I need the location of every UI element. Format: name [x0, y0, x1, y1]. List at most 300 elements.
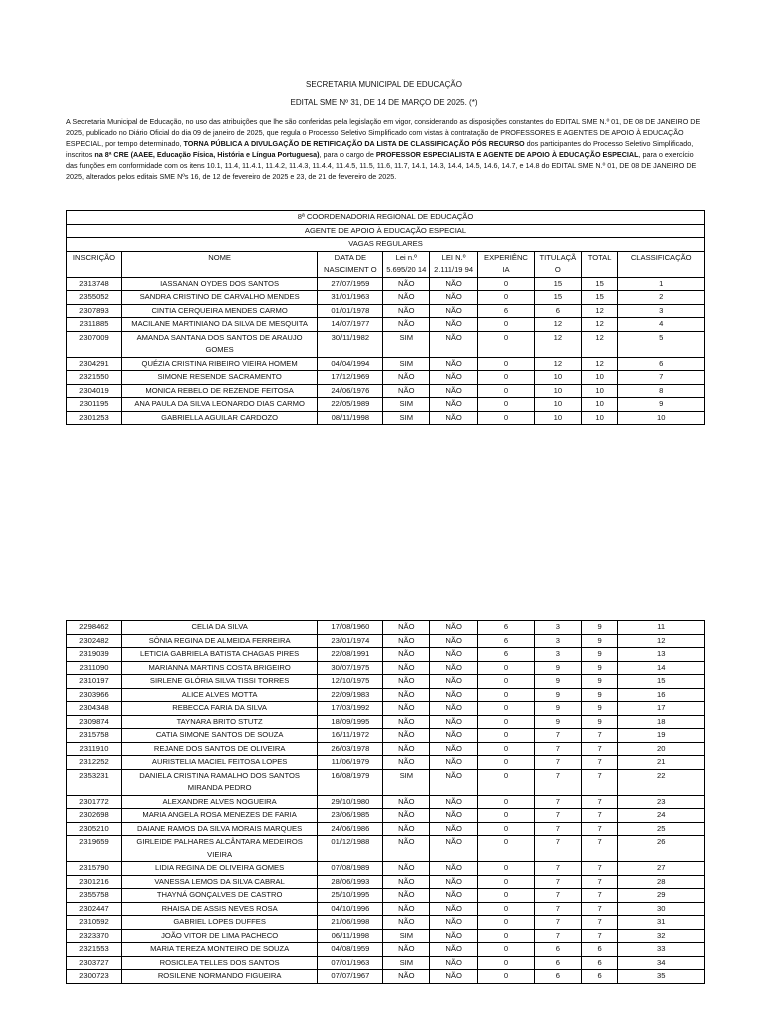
- cell-nome: IASSANAN OYDES DOS SANTOS: [121, 277, 317, 291]
- cell-nome: SIMONE RESENDE SACRAMENTO: [121, 371, 317, 385]
- cell-classificacao: 34: [618, 956, 705, 970]
- cell-lei-2111: NÃO: [430, 756, 478, 770]
- cell-experiencia: 0: [478, 809, 535, 823]
- cell-data-nascimento: 26/03/1978: [318, 742, 383, 756]
- cell-lei-5695: SIM: [383, 769, 430, 795]
- cell-experiencia: 0: [478, 822, 535, 836]
- cell-lei-5695: NÃO: [383, 291, 430, 305]
- cell-experiencia: 0: [478, 875, 535, 889]
- cell-nome: LIDIA REGINA DE OLIVEIRA GOMES: [121, 862, 317, 876]
- cell-titulacao: 7: [535, 902, 582, 916]
- cell-lei-2111: NÃO: [430, 621, 478, 635]
- cell-titulacao: 7: [535, 795, 582, 809]
- cell-titulacao: 12: [534, 331, 581, 357]
- cell-classificacao: 30: [618, 902, 705, 916]
- cell-experiencia: 0: [478, 411, 535, 425]
- cell-lei-2111: NÃO: [430, 742, 478, 756]
- cell-nome: SIRLENE GLÓRIA SILVA TISSI TORRES: [121, 675, 317, 689]
- cell-data-nascimento: 22/05/1989: [318, 398, 383, 412]
- intro-bold-1: TORNA PÚBLICA A DIVULGAÇÃO DE RETIFICAÇÃO DA LISTA DE CLASSIFICAÇÃO PÓS RECURSO: [183, 139, 525, 149]
- intro-paragraph: [66, 116, 706, 183]
- cell-nome: ALICE ALVES MOTTA: [121, 688, 317, 702]
- intro-bold-3: PROFESSOR ESPECIALISTA E AGENTE DE APOIO À EDUCAÇÃO ESPECIAL: [375, 150, 639, 160]
- cell-data-nascimento: 30/07/1975: [318, 661, 383, 675]
- cell-nome: AMANDA SANTANA DOS SANTOS DE ARAUJO GOMES: [121, 331, 317, 357]
- cell-experiencia: 0: [478, 277, 535, 291]
- col-classificacao: CLASSIFICAÇÃO: [618, 251, 705, 277]
- cell-lei-5695: SIM: [383, 929, 430, 943]
- cell-total: 7: [581, 916, 618, 930]
- cell-titulacao: 7: [535, 862, 582, 876]
- cell-titulacao: 15: [534, 291, 581, 305]
- table-row: [67, 970, 705, 984]
- cell-titulacao: 7: [535, 756, 582, 770]
- cell-titulacao: 9: [535, 688, 582, 702]
- cell-titulacao: 7: [535, 889, 582, 903]
- cell-classificacao: 32: [618, 929, 705, 943]
- cell-lei-5695: NÃO: [383, 702, 430, 716]
- cell-total: 9: [581, 715, 618, 729]
- cell-lei-2111: NÃO: [430, 634, 478, 648]
- cell-data-nascimento: 17/03/1992: [318, 702, 383, 716]
- cell-titulacao: 10: [534, 371, 581, 385]
- intro-text-3: , para o cargo de: [319, 150, 376, 160]
- cell-classificacao: 7: [618, 371, 705, 385]
- cell-titulacao: 9: [535, 675, 582, 689]
- cell-classificacao: 25: [618, 822, 705, 836]
- cell-data-nascimento: 28/06/1993: [318, 875, 383, 889]
- cell-inscricao: 2301253: [67, 411, 122, 425]
- cell-data-nascimento: 06/11/1998: [318, 929, 383, 943]
- cell-data-nascimento: 07/07/1967: [318, 970, 383, 984]
- cell-experiencia: 0: [478, 384, 535, 398]
- cell-titulacao: 3: [535, 621, 582, 635]
- cell-data-nascimento: 21/06/1998: [318, 916, 383, 930]
- cell-inscricao: 2307893: [67, 304, 122, 318]
- cell-lei-5695: NÃO: [383, 943, 430, 957]
- cell-total: 9: [581, 702, 618, 716]
- col-inscricao: INSCRIÇÃO: [67, 251, 122, 277]
- cell-titulacao: 7: [535, 916, 582, 930]
- cell-total: 7: [581, 795, 618, 809]
- cell-data-nascimento: 16/08/1979: [318, 769, 383, 795]
- cell-titulacao: 12: [534, 318, 581, 332]
- table-row: [67, 916, 705, 930]
- classification-table-part2: [66, 620, 705, 984]
- cell-total: 15: [581, 277, 618, 291]
- table-row: [67, 956, 705, 970]
- cell-data-nascimento: 01/01/1978: [318, 304, 383, 318]
- cell-titulacao: 7: [535, 822, 582, 836]
- cell-lei-5695: SIM: [383, 331, 430, 357]
- cell-classificacao: 13: [618, 648, 705, 662]
- cell-experiencia: 6: [478, 621, 535, 635]
- cell-inscricao: 2321553: [67, 943, 122, 957]
- cell-nome: ROSICLEA TELLES DOS SANTOS: [121, 956, 317, 970]
- cell-lei-5695: NÃO: [383, 889, 430, 903]
- cell-classificacao: 2: [618, 291, 705, 305]
- table-row: [67, 702, 705, 716]
- table-row: [67, 889, 705, 903]
- cell-inscricao: 2355758: [67, 889, 122, 903]
- cell-nome: VANESSA LEMOS DA SILVA CABRAL: [121, 875, 317, 889]
- cell-classificacao: 21: [618, 756, 705, 770]
- cell-data-nascimento: 12/10/1975: [318, 675, 383, 689]
- cell-total: 7: [581, 889, 618, 903]
- cell-inscricao: 2298462: [67, 621, 122, 635]
- table-row: [67, 729, 705, 743]
- cell-inscricao: 2301216: [67, 875, 122, 889]
- cell-data-nascimento: 27/07/1959: [318, 277, 383, 291]
- cell-classificacao: 22: [618, 769, 705, 795]
- cell-nome: SANDRA CRISTINO DE CARVALHO MENDES: [121, 291, 317, 305]
- cell-inscricao: 2310592: [67, 916, 122, 930]
- cell-inscricao: 2319039: [67, 648, 122, 662]
- cell-nome: GABRIELLA AGUILAR CARDOZO: [121, 411, 317, 425]
- table-row: [67, 661, 705, 675]
- intro-bold-2: na 8ª CRE (AAEE, Educação Física, História e Língua Portuguesa): [94, 150, 320, 160]
- cell-nome: DANIELA CRISTINA RAMALHO DOS SANTOS MIRANDA PEDRO: [121, 769, 317, 795]
- cell-experiencia: 0: [478, 929, 535, 943]
- cell-titulacao: 7: [535, 809, 582, 823]
- cell-classificacao: 29: [618, 889, 705, 903]
- table-title-cre: 8ª COORDENADORIA REGIONAL DE EDUCAÇÃO: [67, 211, 705, 225]
- cell-lei-5695: NÃO: [383, 648, 430, 662]
- cell-classificacao: 15: [618, 675, 705, 689]
- cell-lei-2111: NÃO: [430, 889, 478, 903]
- cell-total: 7: [581, 809, 618, 823]
- cell-lei-2111: NÃO: [430, 371, 478, 385]
- cell-nome: ALEXANDRE ALVES NOGUEIRA: [121, 795, 317, 809]
- col-experiencia: EXPERIÊNC IA: [478, 251, 535, 277]
- cell-total: 9: [581, 661, 618, 675]
- classification-table-part1: [66, 210, 705, 425]
- cell-total: 10: [581, 398, 618, 412]
- cell-lei-2111: NÃO: [430, 277, 478, 291]
- cell-data-nascimento: 22/08/1991: [318, 648, 383, 662]
- cell-total: 7: [581, 875, 618, 889]
- cell-experiencia: 0: [478, 688, 535, 702]
- table-row: [67, 277, 705, 291]
- cell-total: 7: [581, 902, 618, 916]
- cell-inscricao: 2323370: [67, 929, 122, 943]
- table-row: [67, 769, 705, 795]
- cell-lei-5695: NÃO: [383, 862, 430, 876]
- cell-inscricao: 2301195: [67, 398, 122, 412]
- cell-titulacao: 3: [535, 648, 582, 662]
- cell-classificacao: 31: [618, 916, 705, 930]
- cell-lei-5695: NÃO: [383, 795, 430, 809]
- cell-classificacao: 17: [618, 702, 705, 716]
- cell-classificacao: 24: [618, 809, 705, 823]
- cell-lei-5695: NÃO: [383, 304, 430, 318]
- cell-total: 7: [581, 769, 618, 795]
- cell-lei-2111: NÃO: [430, 862, 478, 876]
- cell-experiencia: 0: [478, 769, 535, 795]
- cell-experiencia: 0: [478, 291, 535, 305]
- col-data-nascimento: DATA DE NASCIMENT O: [318, 251, 383, 277]
- cell-lei-2111: NÃO: [430, 648, 478, 662]
- cell-titulacao: 9: [535, 715, 582, 729]
- cell-inscricao: 2302482: [67, 634, 122, 648]
- cell-lei-5695: NÃO: [383, 729, 430, 743]
- cell-titulacao: 7: [535, 729, 582, 743]
- cell-titulacao: 3: [535, 634, 582, 648]
- cell-lei-2111: NÃO: [430, 769, 478, 795]
- cell-inscricao: 2302447: [67, 902, 122, 916]
- cell-total: 12: [581, 304, 618, 318]
- cell-total: 9: [581, 621, 618, 635]
- cell-lei-2111: NÃO: [430, 304, 478, 318]
- cell-lei-2111: NÃO: [430, 398, 478, 412]
- cell-classificacao: 1: [618, 277, 705, 291]
- cell-experiencia: 0: [478, 661, 535, 675]
- col-titulacao: TITULAÇÃ O: [534, 251, 581, 277]
- cell-total: 7: [581, 756, 618, 770]
- cell-data-nascimento: 18/09/1995: [318, 715, 383, 729]
- table-title-vagas: VAGAS REGULARES: [67, 238, 705, 252]
- table-row: [67, 715, 705, 729]
- cell-lei-5695: NÃO: [383, 277, 430, 291]
- cell-data-nascimento: 14/07/1977: [318, 318, 383, 332]
- header-secretaria: SECRETARIA MUNICIPAL DE EDUCAÇÃO: [306, 80, 462, 89]
- cell-lei-5695: NÃO: [383, 715, 430, 729]
- cell-nome: DAIANE RAMOS DA SILVA MORAIS MARQUES: [121, 822, 317, 836]
- table-header-row: [67, 251, 705, 277]
- cell-inscricao: 2355052: [67, 291, 122, 305]
- cell-titulacao: 6: [535, 970, 582, 984]
- cell-inscricao: 2315758: [67, 729, 122, 743]
- cell-nome: REBECCA FARIA DA SILVA: [121, 702, 317, 716]
- cell-nome: GABRIEL LOPES DUFFES: [121, 916, 317, 930]
- intro-text-1: A Secretaria Municipal de Educação, no uso das atribuições que lhe são conferidas pela legislação em vigor, considerando as disposições constantes do EDITAL SME N.º 01, DE 08 DE JANEIRO DE 2025, publicado no Diário Oficial do dia 09 de janeiro de 2025, que regula o Processo Seletivo Simplificado com vistas à contratação de PROFESSORES E AGENTES DE APOIO À EDUCAÇÃO ESPECIAL, por tempo determinado,: [66, 117, 701, 149]
- cell-total: 7: [581, 862, 618, 876]
- cell-nome: LETICIA GABRIELA BATISTA CHAGAS PIRES: [121, 648, 317, 662]
- cell-inscricao: 2311090: [67, 661, 122, 675]
- cell-experiencia: 0: [478, 943, 535, 957]
- cell-titulacao: 7: [535, 836, 582, 862]
- cell-experiencia: 6: [478, 304, 535, 318]
- table-row: [67, 862, 705, 876]
- col-nome: NOME: [121, 251, 317, 277]
- cell-experiencia: 0: [478, 970, 535, 984]
- cell-experiencia: 0: [478, 715, 535, 729]
- cell-total: 12: [581, 318, 618, 332]
- table-row: [67, 621, 705, 635]
- table-row: [67, 331, 705, 357]
- cell-data-nascimento: 24/06/1986: [318, 822, 383, 836]
- cell-inscricao: 2311885: [67, 318, 122, 332]
- cell-nome: MARIA ANGELA ROSA MENEZES DE FARIA: [121, 809, 317, 823]
- table-row: [67, 384, 705, 398]
- cell-data-nascimento: 04/10/1996: [318, 902, 383, 916]
- cell-nome: ROSILENE NORMANDO FIGUEIRA: [121, 970, 317, 984]
- cell-lei-5695: SIM: [383, 398, 430, 412]
- cell-total: 7: [581, 742, 618, 756]
- table-row: [67, 291, 705, 305]
- cell-total: 12: [581, 331, 618, 357]
- cell-total: 9: [581, 675, 618, 689]
- cell-total: 6: [581, 943, 618, 957]
- cell-lei-5695: NÃO: [383, 809, 430, 823]
- cell-lei-2111: NÃO: [430, 688, 478, 702]
- cell-classificacao: 23: [618, 795, 705, 809]
- cell-titulacao: 7: [535, 769, 582, 795]
- table-row: [67, 398, 705, 412]
- cell-data-nascimento: 11/06/1979: [318, 756, 383, 770]
- cell-lei-5695: NÃO: [383, 634, 430, 648]
- intro-text-4: , para o exercício das funções em conformidade com os itens 10.1, 11.4, 11.4.1, 11.4.2, 11.4.3, 11.4.4, 11.4.5, 11.5, 11.6, 11.7, 14.1, 14.3, 14.4, 14.5, 14.6, 14.7, e 14.8 do EDITAL SME N.º 01, DE 08 DE JANEIRO DE 2025, alterados pelos editais SME Nºs 16, de 12 de fevereiro de 2025 e 23, de 21 de fevereiro de 2025.: [66, 150, 697, 182]
- cell-lei-2111: NÃO: [430, 702, 478, 716]
- cell-classificacao: 35: [618, 970, 705, 984]
- cell-inscricao: 2311910: [67, 742, 122, 756]
- cell-nome: REJANE DOS SANTOS DE OLIVEIRA: [121, 742, 317, 756]
- cell-data-nascimento: 07/08/1989: [318, 862, 383, 876]
- cell-nome: CELIA DA SILVA: [121, 621, 317, 635]
- cell-lei-5695: NÃO: [383, 970, 430, 984]
- cell-experiencia: 0: [478, 916, 535, 930]
- cell-lei-5695: NÃO: [383, 742, 430, 756]
- cell-classificacao: 3: [618, 304, 705, 318]
- cell-inscricao: 2302698: [67, 809, 122, 823]
- cell-nome: ANA PAULA DA SILVA LEONARDO DIAS CARMO: [121, 398, 317, 412]
- table-row: [67, 648, 705, 662]
- cell-lei-2111: NÃO: [430, 809, 478, 823]
- cell-experiencia: 0: [478, 371, 535, 385]
- cell-experiencia: 0: [478, 889, 535, 903]
- cell-classificacao: 12: [618, 634, 705, 648]
- table-row: [67, 411, 705, 425]
- cell-data-nascimento: 30/11/1982: [318, 331, 383, 357]
- cell-classificacao: 16: [618, 688, 705, 702]
- cell-data-nascimento: 01/12/1988: [318, 836, 383, 862]
- cell-titulacao: 7: [535, 875, 582, 889]
- cell-total: 12: [581, 357, 618, 371]
- col-lei-5695: Lei n.º 5.695/20 14: [383, 251, 430, 277]
- cell-classificacao: 20: [618, 742, 705, 756]
- cell-classificacao: 4: [618, 318, 705, 332]
- cell-inscricao: 2303727: [67, 956, 122, 970]
- table-row: [67, 357, 705, 371]
- col-lei-2111: LEI N.º 2.111/19 94: [430, 251, 478, 277]
- cell-lei-5695: NÃO: [383, 902, 430, 916]
- cell-data-nascimento: 22/09/1983: [318, 688, 383, 702]
- cell-titulacao: 7: [535, 742, 582, 756]
- table-row: [67, 822, 705, 836]
- cell-experiencia: 0: [478, 862, 535, 876]
- cell-lei-5695: NÃO: [383, 675, 430, 689]
- cell-inscricao: 2319659: [67, 836, 122, 862]
- cell-lei-2111: NÃO: [430, 384, 478, 398]
- cell-data-nascimento: 07/01/1963: [318, 956, 383, 970]
- cell-classificacao: 33: [618, 943, 705, 957]
- cell-lei-5695: NÃO: [383, 836, 430, 862]
- cell-inscricao: 2309874: [67, 715, 122, 729]
- cell-inscricao: 2315790: [67, 862, 122, 876]
- cell-lei-2111: NÃO: [430, 836, 478, 862]
- cell-lei-2111: NÃO: [430, 875, 478, 889]
- table-title-cargo: AGENTE DE APOIO À EDUCAÇÃO ESPECIAL: [67, 224, 705, 238]
- table-row: [67, 318, 705, 332]
- cell-nome: MACILANE MARTINIANO DA SILVA DE MESQUITA: [121, 318, 317, 332]
- cell-total: 10: [581, 371, 618, 385]
- cell-inscricao: 2304291: [67, 357, 122, 371]
- cell-lei-2111: NÃO: [430, 970, 478, 984]
- cell-inscricao: 2312252: [67, 756, 122, 770]
- cell-data-nascimento: 24/06/1976: [318, 384, 383, 398]
- cell-lei-2111: NÃO: [430, 795, 478, 809]
- cell-classificacao: 26: [618, 836, 705, 862]
- cell-classificacao: 5: [618, 331, 705, 357]
- table-row: [67, 929, 705, 943]
- cell-titulacao: 12: [534, 357, 581, 371]
- cell-lei-5695: NÃO: [383, 661, 430, 675]
- cell-classificacao: 18: [618, 715, 705, 729]
- cell-data-nascimento: 23/06/1985: [318, 809, 383, 823]
- cell-experiencia: 6: [478, 648, 535, 662]
- cell-nome: MARIA TEREZA MONTEIRO DE SOUZA: [121, 943, 317, 957]
- cell-titulacao: 7: [535, 929, 582, 943]
- cell-titulacao: 10: [534, 411, 581, 425]
- col-total: TOTAL: [581, 251, 618, 277]
- cell-lei-2111: NÃO: [430, 729, 478, 743]
- cell-titulacao: 10: [534, 398, 581, 412]
- cell-total: 9: [581, 688, 618, 702]
- cell-experiencia: 0: [478, 398, 535, 412]
- cell-data-nascimento: 25/10/1995: [318, 889, 383, 903]
- table-row: [67, 756, 705, 770]
- cell-nome: MONICA REBELO DE REZENDE FEITOSA: [121, 384, 317, 398]
- cell-lei-2111: NÃO: [430, 318, 478, 332]
- cell-nome: TAYNARA BRITO STUTZ: [121, 715, 317, 729]
- cell-lei-2111: NÃO: [430, 822, 478, 836]
- cell-nome: AURISTELIA MACIEL FEITOSA LOPES: [121, 756, 317, 770]
- cell-titulacao: 6: [535, 956, 582, 970]
- cell-titulacao: 9: [535, 661, 582, 675]
- cell-lei-5695: NÃO: [383, 371, 430, 385]
- cell-total: 10: [581, 384, 618, 398]
- cell-lei-5695: NÃO: [383, 688, 430, 702]
- table-row: [67, 371, 705, 385]
- cell-total: 9: [581, 634, 618, 648]
- cell-lei-5695: SIM: [383, 357, 430, 371]
- cell-lei-5695: NÃO: [383, 756, 430, 770]
- cell-experiencia: 0: [478, 318, 535, 332]
- cell-inscricao: 2304019: [67, 384, 122, 398]
- table-row: [67, 875, 705, 889]
- cell-titulacao: 6: [535, 943, 582, 957]
- cell-titulacao: 10: [534, 384, 581, 398]
- cell-inscricao: 2305210: [67, 822, 122, 836]
- cell-lei-2111: NÃO: [430, 661, 478, 675]
- cell-inscricao: 2300723: [67, 970, 122, 984]
- cell-lei-5695: SIM: [383, 956, 430, 970]
- cell-total: 7: [581, 929, 618, 943]
- table-row: [67, 809, 705, 823]
- cell-nome: CATIA SIMONE SANTOS DE SOUZA: [121, 729, 317, 743]
- cell-data-nascimento: 16/11/1972: [318, 729, 383, 743]
- cell-inscricao: 2321550: [67, 371, 122, 385]
- cell-lei-2111: NÃO: [430, 411, 478, 425]
- cell-lei-5695: NÃO: [383, 621, 430, 635]
- cell-total: 7: [581, 822, 618, 836]
- cell-classificacao: 10: [618, 411, 705, 425]
- cell-lei-2111: NÃO: [430, 956, 478, 970]
- cell-inscricao: 2307009: [67, 331, 122, 357]
- cell-nome: SÔNIA REGINA DE ALMEIDA FERREIRA: [121, 634, 317, 648]
- cell-lei-2111: NÃO: [430, 357, 478, 371]
- cell-inscricao: 2301772: [67, 795, 122, 809]
